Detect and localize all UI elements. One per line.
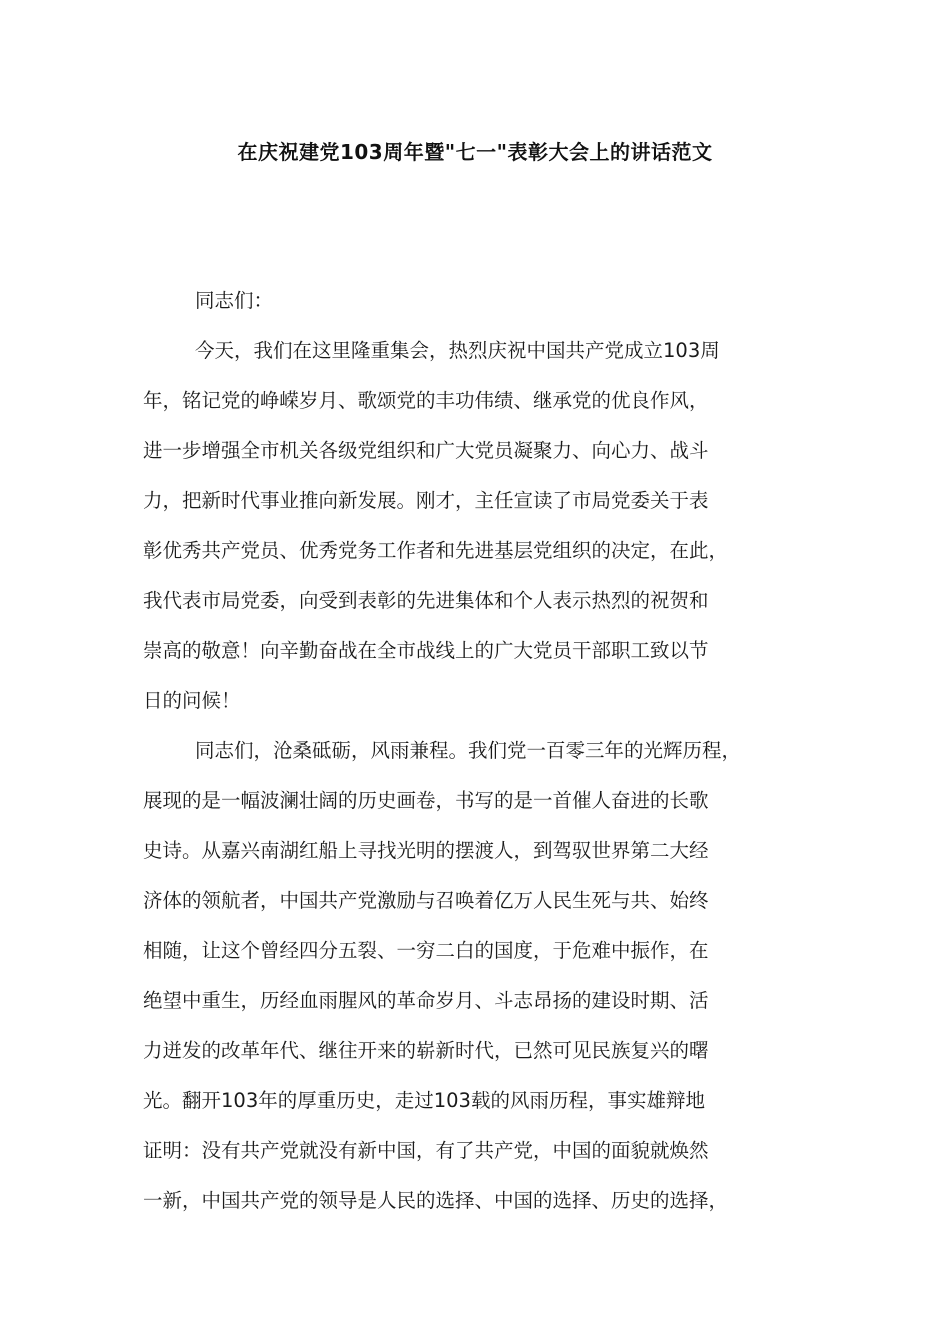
body-line: 济体的领航者，中国共产党激励与召唤着亿万人民生死与共、始终 bbox=[143, 889, 709, 912]
body-line: 同志们： bbox=[195, 289, 274, 312]
body-line: 一新，中国共产党的领导是人民的选择、中国的选择、历史的选择， bbox=[143, 1189, 729, 1212]
body-line: 崇高的敬意！向辛勤奋战在全市战线上的广大党员干部职工致以节 bbox=[143, 639, 709, 662]
body-line: 今天，我们在这里隆重集会，热烈庆祝中国共产党成立103周 bbox=[195, 339, 720, 362]
body-line: 展现的是一幅波澜壮阔的历史画卷，书写的是一首催人奋进的长歌 bbox=[143, 789, 709, 812]
page-title: 在庆祝建党103周年暨"七一"表彰大会上的讲话范文 bbox=[237, 140, 713, 164]
body-line: 相随，让这个曾经四分五裂、一穷二白的国度，于危难中振作，在 bbox=[143, 939, 709, 962]
body-line: 我代表市局党委，向受到表彰的先进集体和个人表示热烈的祝贺和 bbox=[143, 589, 709, 612]
document-body bbox=[143, 283, 833, 1233]
body-line: 力，把新时代事业推向新发展。刚才，主任宣读了市局党委关于表 bbox=[143, 489, 709, 512]
body-line: 进一步增强全市机关各级党组织和广大党员凝聚力、向心力、战斗 bbox=[143, 439, 709, 462]
body-line: 史诗。从嘉兴南湖红船上寻找光明的摆渡人，到驾驭世界第二大经 bbox=[143, 839, 709, 862]
body-line: 证明：没有共产党就没有新中国，有了共产党，中国的面貌就焕然 bbox=[143, 1139, 709, 1162]
body-line: 力迸发的改革年代、继往开来的崭新时代，已然可见民族复兴的曙 bbox=[143, 1039, 709, 1062]
body-line: 年，铭记党的峥嵘岁月、歌颂党的丰功伟绩、继承党的优良作风， bbox=[143, 389, 709, 412]
body-line: 光。翻开103年的厚重历史，走过103载的风雨历程，事实雄辩地 bbox=[143, 1089, 705, 1112]
body-line: 绝望中重生，历经血雨腥风的革命岁月、斗志昂扬的建设时期、活 bbox=[143, 989, 709, 1012]
body-line: 彰优秀共产党员、优秀党务工作者和先进基层党组织的决定，在此， bbox=[143, 539, 729, 562]
body-line: 同志们，沧桑砥砺，风雨兼程。我们党一百零三年的光辉历程， bbox=[195, 739, 742, 762]
body-line: 日的问候！ bbox=[143, 689, 241, 712]
